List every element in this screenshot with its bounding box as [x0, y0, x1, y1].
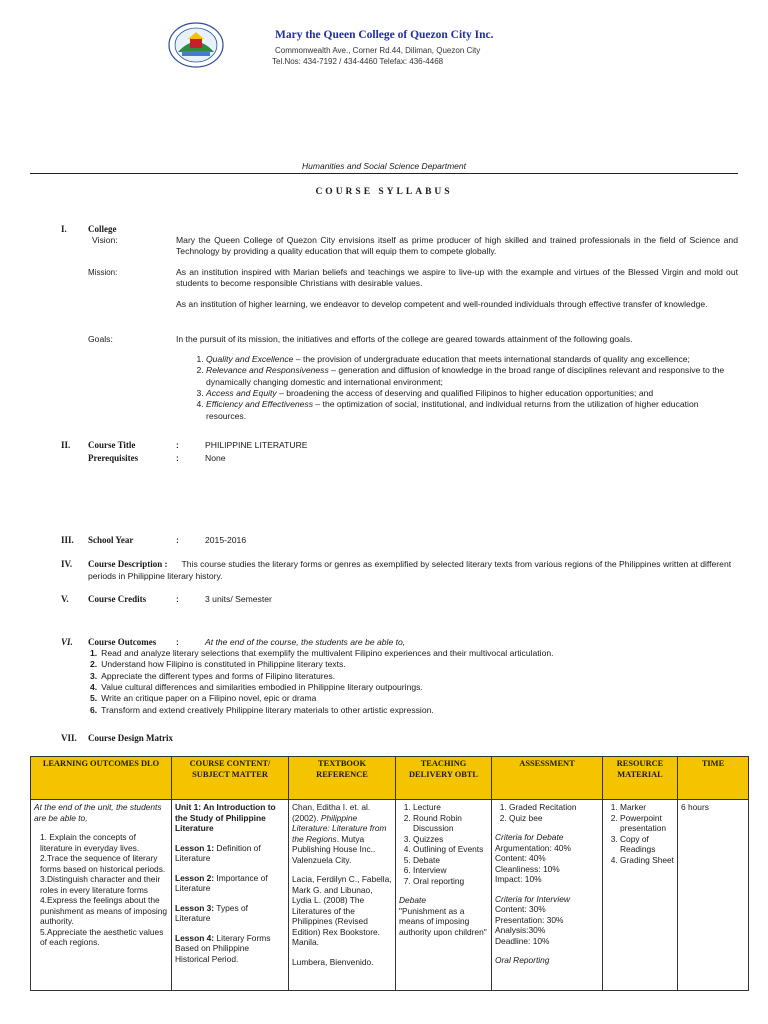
course-title-value: PHILIPPINE LITERATURE [205, 440, 308, 450]
resource-item: 1. Marker [620, 802, 674, 813]
credits-label: Course Credits [88, 594, 147, 604]
school-year-value: 2015-2016 [205, 535, 247, 545]
column-header: TEACHING DELIVERY OBTL [396, 757, 492, 800]
credits-colon: : [176, 594, 179, 604]
matrix-table [30, 756, 749, 991]
column-header: COURSE CONTENT/ SUBJECT MATTER [172, 757, 289, 800]
lesson-item: Lesson 4: Literary Forms Based on Philippine Historical Period. [175, 932, 271, 964]
matrix-label: Course Design Matrix [88, 733, 173, 743]
course-title-label: Course Title [88, 440, 136, 450]
goal-item: 3. Access and Equity – broadening the access of deserving and qualified Filipinos to higher education opportunities; and [206, 388, 736, 399]
delivery-item: 6. Interview [413, 865, 488, 876]
goal-item: 2. Relevance and Responsiveness – generation and diffusion of knowledge in the broad range of disciplines relevant and responsive to the dynamically changing domestic and international environment; [206, 365, 736, 388]
delivery-item: 7. Oral reporting [413, 876, 488, 887]
delivery-item: 2. Round Robin Discussion [413, 813, 488, 834]
lesson-item: Lesson 2: Importance of Literature [175, 872, 268, 893]
matrix-header-row [31, 757, 749, 800]
assessment-cell: 1. Graded Recitation 2. Quiz bee Criteria for Debate Argumentation: 40% Content: 40% Cleanliness: 10% Impact: 10% Criteria for Interview Content: 30% Presentation: 30% Analysis:30% Deadline: 10% Oral Reporting [492, 800, 603, 991]
assessment-item: 1. Graded Recitation [509, 802, 599, 813]
delivery-cell: 1. Lecture 2. Round Robin Discussion 3. Quizzes 4. Outlining of Events 5. Debate 6. Interview 7. Oral reporting Debate "Punishment as a means of imposing authority upon children" [396, 800, 492, 991]
prereq-colon: : [176, 453, 179, 463]
time-cell: 6 hours [678, 800, 749, 991]
column-header: RESOURCE MATERIAL [603, 757, 678, 800]
header-rule [30, 173, 738, 174]
school-address: Commonwealth Ave., Corner Rd.44, Diliman, Quezon City [275, 46, 481, 55]
page-title: COURSE SYLLABUS [315, 187, 453, 197]
description-label: Course Description : [88, 559, 168, 569]
department-name: Humanities and Social Science Department [302, 161, 466, 171]
course-design-matrix [30, 756, 749, 991]
outcome-item: 5. Write an critique paper on a Filipino novel, epic or drama [90, 693, 317, 704]
credits-value: 3 units/ Semester [205, 594, 272, 604]
dlo-item: 2.Trace the sequence of literary forms based on historical periods. [40, 853, 166, 874]
prereq-label: Prerequisites [88, 453, 139, 463]
vision-label: Vision: [92, 235, 118, 245]
college-label: College [88, 224, 117, 234]
section-numeral: VI. [61, 637, 73, 647]
dlo-item: 4.Express the feelings about the punishment as means of imposing authority. [40, 895, 168, 926]
section-numeral: I. [61, 224, 67, 234]
dlo-item: 5.Appreciate the aesthetic values of each regions. [40, 926, 164, 947]
outcomes-label: Course Outcomes [88, 637, 157, 647]
reference-item: Lacia, Ferdilyn C., Fabella, Mark G. and Libunao, Lydia L. (2008) The Literatures of the Philippines (Revised Edition) Rex Bookstore. Manila. [292, 874, 392, 947]
delivery-item: 1. Lecture [413, 802, 488, 813]
section-numeral: VII. [61, 733, 77, 743]
column-header: TEXTBOOK REFERENCE [289, 757, 396, 800]
reference-item: Lumbera, Bienvenido. [292, 956, 374, 967]
section-numeral: III. [61, 535, 74, 545]
resource-item: 4. Grading Sheet [620, 855, 674, 866]
vision-text: Mary the Queen College of Quezon City envisions itself as prime producer of high skilled and trained professionals in the field of Science and Technology by providing a quality education that will equip them to compete globally. [176, 235, 738, 257]
reference-item: Chan, Editha I. et. al. (2002). Philippine Literature: Literature from the Regions. Mutya Publishing House Inc.. Valenzuela City. [292, 802, 387, 865]
dlo-cell: At the end of the unit, the students are be able to, 1. Explain the concepts of literature in everyday lives. 2.Trace the sequence of literary forms based on historical periods. 3.Distinguish character and their roles in every literature forms 4.Express the feelings about the punishment as means of imposing authority. 5.Appreciate the aesthetic values of each regions. [31, 800, 172, 991]
table-row [31, 800, 749, 991]
goals-intro: In the pursuit of its mission, the initiatives and efforts of the college are geared towards attainment of the following goals. [176, 334, 633, 344]
assessment-item: 2. Quiz bee [509, 813, 599, 824]
goal-item: 4. Efficiency and Effectiveness – the optimization of social, institutional, and individual returns from the utilization of higher education resources. [206, 399, 736, 422]
goals-label: Goals: [88, 334, 113, 344]
lesson-item: Lesson 3: Types of Literature [175, 902, 248, 923]
column-header: TIME [678, 757, 749, 800]
prereq-value: None [205, 453, 226, 463]
seal-icon [168, 22, 224, 68]
delivery-item: 5. Debate [413, 855, 488, 866]
outcomes-intro: At the end of the course, the students are be able to, [205, 637, 406, 647]
goals-list [176, 354, 736, 422]
column-header: LEARNING OUTCOMES DLO [31, 757, 172, 800]
school-year-colon: : [176, 535, 179, 545]
dlo-item: 3.Distinguish character and their roles in every literature forms [40, 874, 161, 895]
mission-text-2: As an institution of higher learning, we endeavor to develop competent and well-rounded individuals through effective transfer of knowledge. [176, 299, 708, 309]
section-numeral: IV. [61, 559, 73, 569]
column-header: ASSESSMENT [492, 757, 603, 800]
resource-cell [603, 800, 678, 991]
description-text: This course studies the literary forms or genres as exemplified by selected literary texts from various regions of the Philippines written at different periods in Philippine literary history. [88, 559, 732, 581]
goal-item: 1. Quality and Excellence – the provision of undergraduate education that meets international standards of quality ang excellence; [206, 354, 736, 365]
mission-text-1: As an institution inspired with Marian beliefs and teachings we aspire to live-up with the example and virtues of the Blessed Virgin and mold out students to become responsible Christians with desirable values. [176, 267, 738, 289]
course-title-colon: : [176, 440, 179, 450]
outcome-item: 3. Appreciate the different types and forms of Filipino literatures. [90, 670, 336, 681]
section-numeral: V. [61, 594, 69, 604]
outcomes-colon: : [176, 637, 179, 647]
delivery-item: 4. Outlining of Events [413, 844, 488, 855]
description-block [88, 559, 738, 582]
delivery-item: 3. Quizzes [413, 834, 488, 845]
textbook-cell [289, 800, 396, 991]
resource-item: 3. Copy of Readings [620, 834, 674, 855]
dlo-item: 1. Explain the concepts of literature in everyday lives. [40, 832, 140, 853]
lesson-item: Lesson 1: Definition of Literature [175, 842, 261, 863]
outcomes-list [78, 648, 738, 716]
outcome-item: 6. Transform and extend creatively Philippine literary materials to other artistic expression. [90, 704, 434, 715]
outcome-item: 1. Read and analyze literary selections that exemplify the multivalent Filipino experiences and their multivocal articulation. [90, 648, 554, 658]
outcome-item: 4. Value cultural differences and similarities embodied in Philippine literary outpourings. [90, 682, 423, 693]
school-logo [168, 22, 224, 68]
school-name: Mary the Queen College of Quezon City Inc. [275, 29, 494, 41]
mission-label: Mission: [88, 268, 118, 277]
section-numeral: II. [61, 440, 71, 450]
resource-item: 2. Powerpoint presentation [620, 813, 674, 834]
school-telnos: Tel.Nos: 434-7192 / 434-4460 Telefax: 436-4468 [272, 57, 444, 66]
school-year-label: School Year [88, 535, 134, 545]
content-cell: Unit 1: An Introduction to the Study of Philippine Literature Lesson 1: Definition of Literature Lesson 2: Importance of Literature Lesson 3: Types of Literature Lesson 4: Literary Forms Based on Philippine Historical Period. [172, 800, 289, 991]
outcome-item: 2. Understand how Filipino is constituted in Philippine literary texts. [90, 659, 346, 670]
